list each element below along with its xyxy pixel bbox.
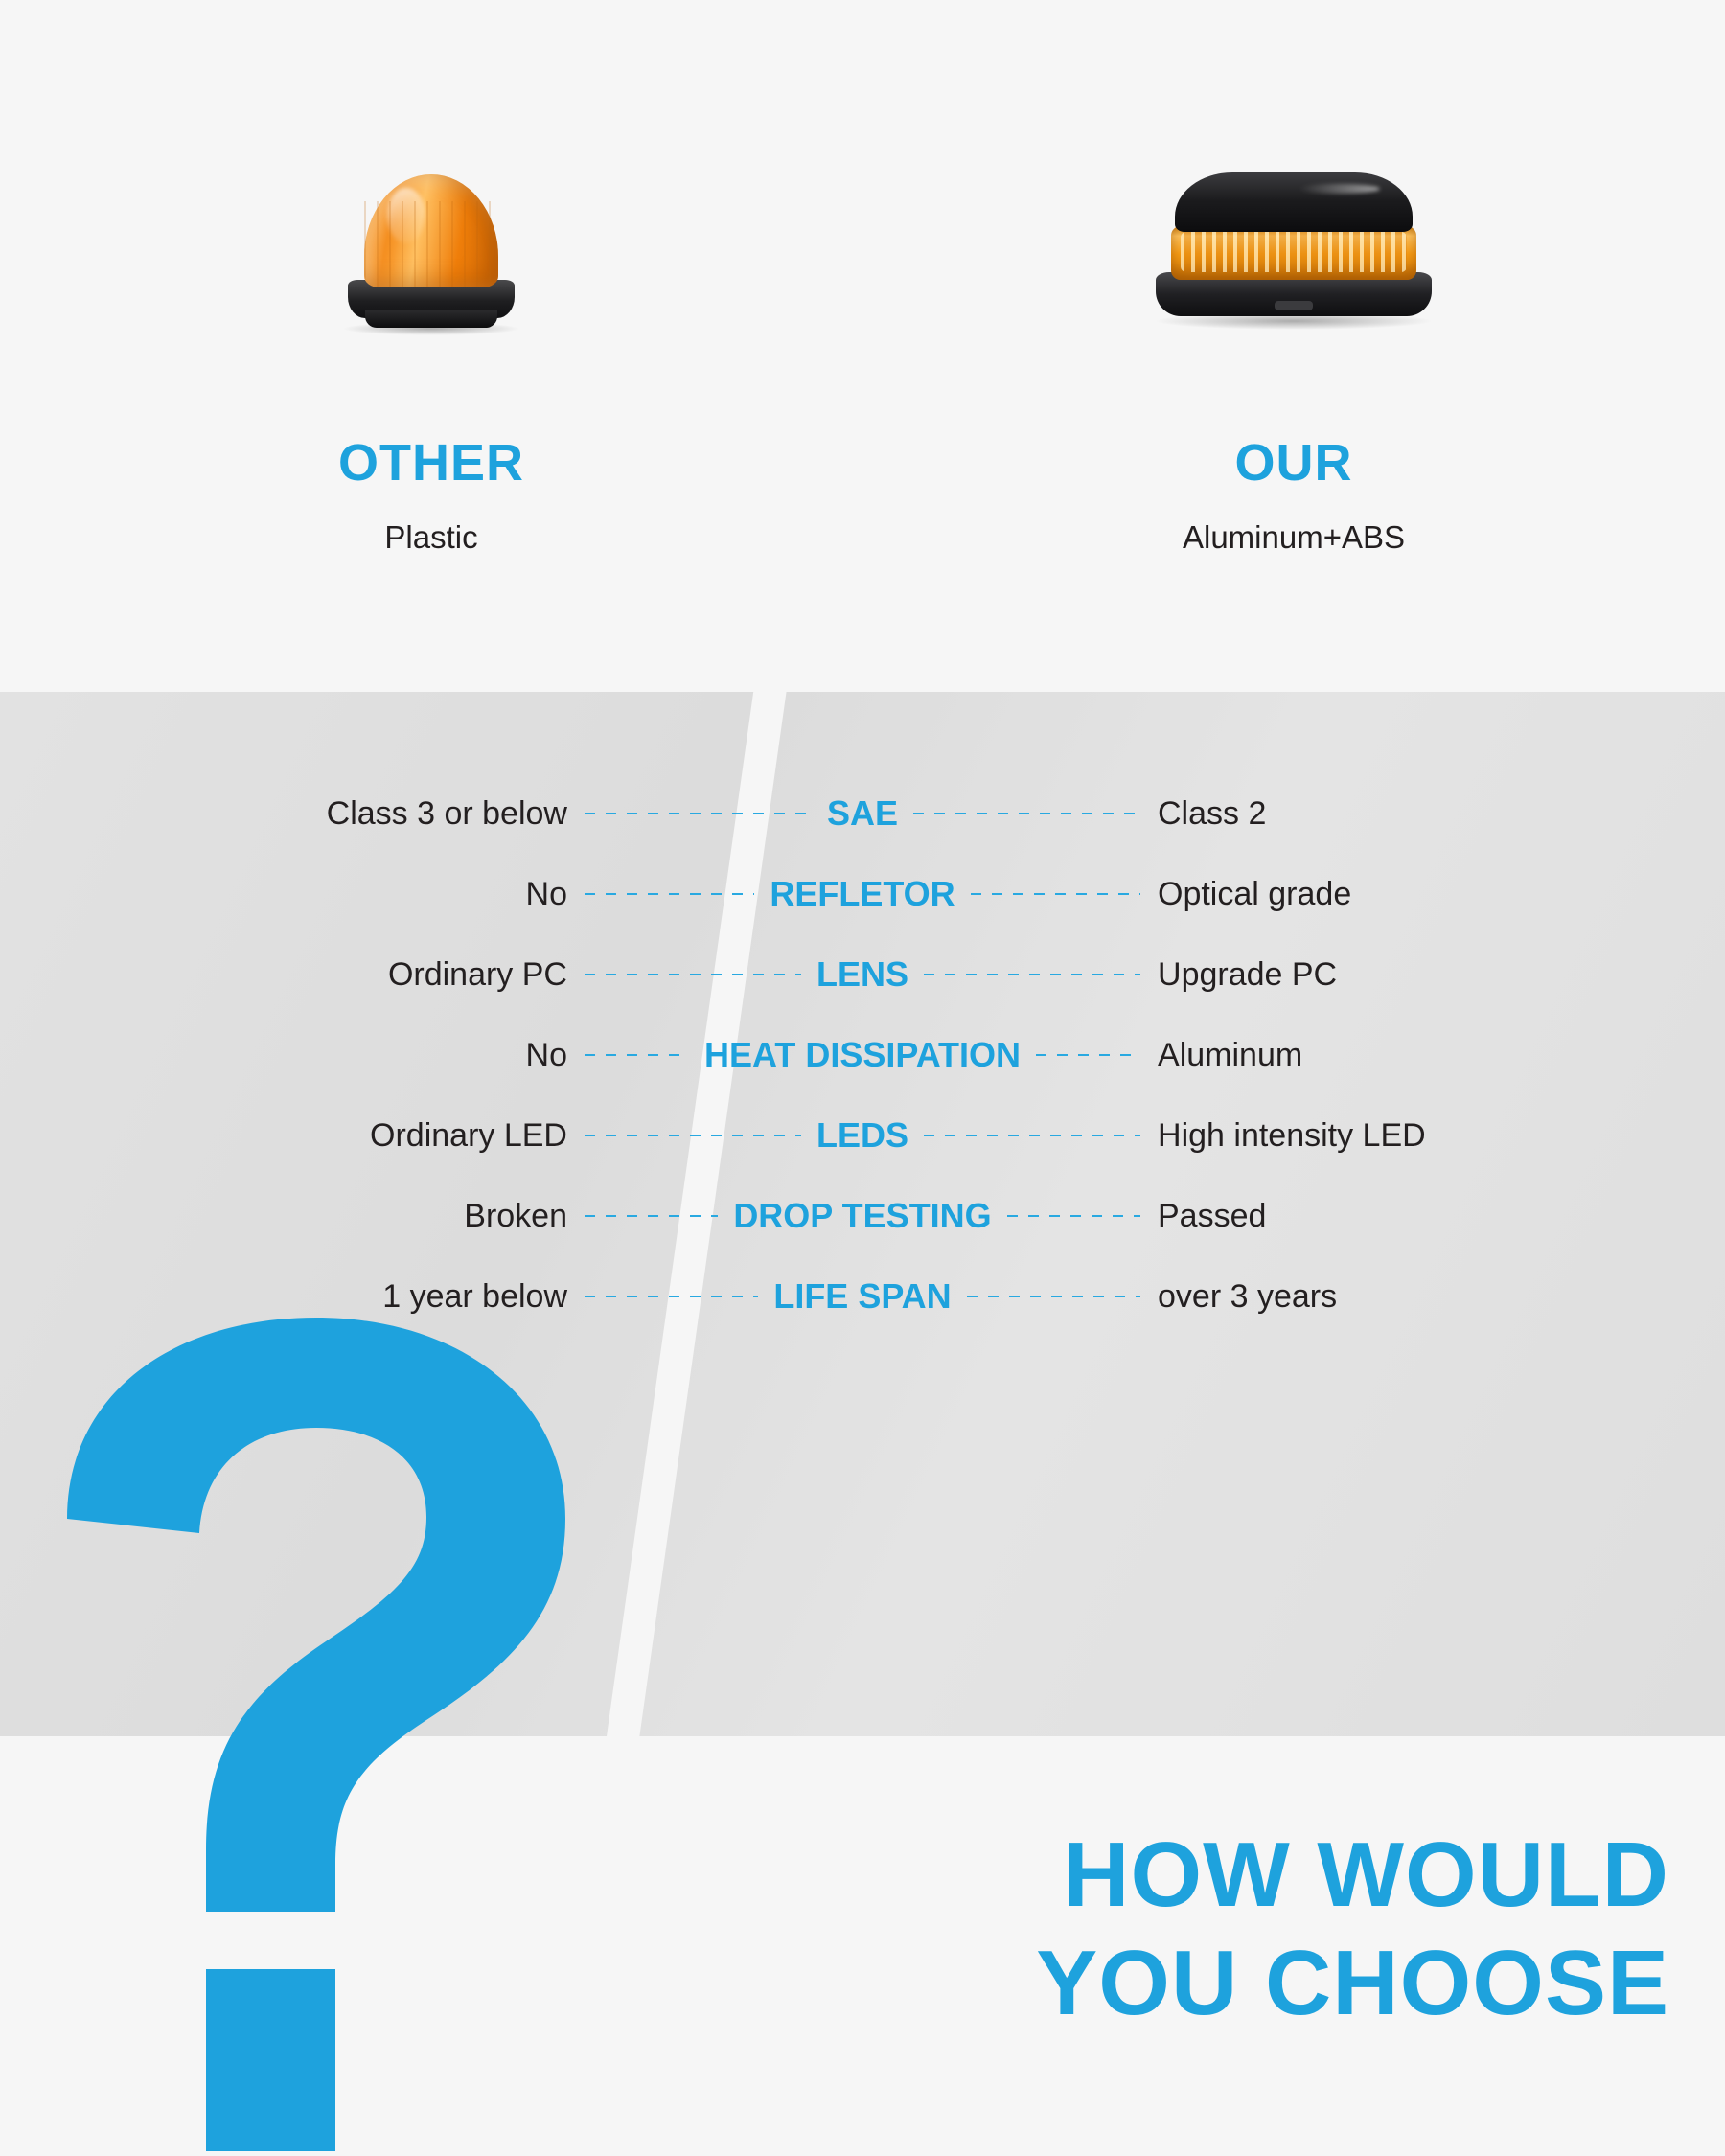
spec-dots-left <box>585 893 754 895</box>
other-title: OTHER <box>338 434 524 492</box>
spec-dots-right <box>1007 1215 1140 1217</box>
spec-other-value: Ordinary LED <box>370 1116 567 1154</box>
spec-our-value: Optical grade <box>1158 875 1352 912</box>
spec-label: LENS <box>816 954 909 994</box>
our-title: OUR <box>1234 434 1353 492</box>
amber-beacon-plastic-icon <box>331 163 532 335</box>
spec-comparison-band <box>0 692 1725 1736</box>
headline-line-2: YOU CHOOSE <box>1036 1932 1669 2035</box>
spec-dots-right <box>967 1296 1140 1297</box>
spec-our-value: Class 2 <box>1158 794 1267 832</box>
spec-row <box>0 934 1725 1015</box>
spec-row <box>0 1256 1725 1337</box>
spec-other-value: Broken <box>464 1197 567 1234</box>
our-subtitle: Aluminum+ABS <box>1182 519 1405 555</box>
spec-label: SAE <box>826 793 899 833</box>
spec-label: HEAT DISSIPATION <box>704 1035 1022 1074</box>
amber-beacon-aluminum-icon <box>1150 163 1438 335</box>
spec-our-value: High intensity LED <box>1158 1116 1426 1154</box>
spec-label: REFLETOR <box>770 874 955 913</box>
spec-dots-right <box>913 813 1140 814</box>
spec-dots-left <box>585 1054 689 1056</box>
product-column-our <box>862 0 1725 692</box>
other-product-image <box>0 115 862 335</box>
spec-dots-right <box>1036 1054 1140 1056</box>
spec-dots-right <box>971 893 1140 895</box>
other-subtitle: Plastic <box>384 519 478 555</box>
spec-dots-right <box>924 974 1140 975</box>
our-product-image <box>862 115 1725 335</box>
spec-other-value: No <box>525 875 567 912</box>
spec-dots-left <box>585 1135 801 1136</box>
spec-other-value: 1 year below <box>382 1277 567 1315</box>
spec-row <box>0 1095 1725 1176</box>
spec-label: DROP TESTING <box>733 1196 992 1235</box>
spec-our-value: Upgrade PC <box>1158 955 1338 993</box>
product-comparison-band <box>0 0 1725 692</box>
footer-headline <box>615 1821 1669 2038</box>
spec-label: LEDS <box>816 1115 909 1155</box>
product-column-other <box>0 0 862 692</box>
spec-label: LIFE SPAN <box>773 1276 952 1316</box>
spec-our-value: over 3 years <box>1158 1277 1338 1315</box>
spec-row <box>0 1015 1725 1095</box>
spec-dots-right <box>924 1135 1140 1136</box>
spec-other-value: Ordinary PC <box>387 955 567 993</box>
spec-row <box>0 773 1725 854</box>
spec-list <box>0 773 1725 1337</box>
spec-dots-left <box>585 1215 718 1217</box>
spec-our-value: Passed <box>1158 1197 1267 1234</box>
spec-other-value: No <box>525 1036 567 1073</box>
spec-dots-left <box>585 974 801 975</box>
spec-dots-left <box>585 813 812 814</box>
spec-our-value: Aluminum <box>1158 1036 1303 1073</box>
spec-dots-left <box>585 1296 758 1297</box>
spec-other-value: Class 3 or below <box>326 794 567 832</box>
spec-row <box>0 1176 1725 1256</box>
headline-line-1: HOW WOULD <box>1063 1823 1669 1926</box>
spec-row <box>0 854 1725 934</box>
